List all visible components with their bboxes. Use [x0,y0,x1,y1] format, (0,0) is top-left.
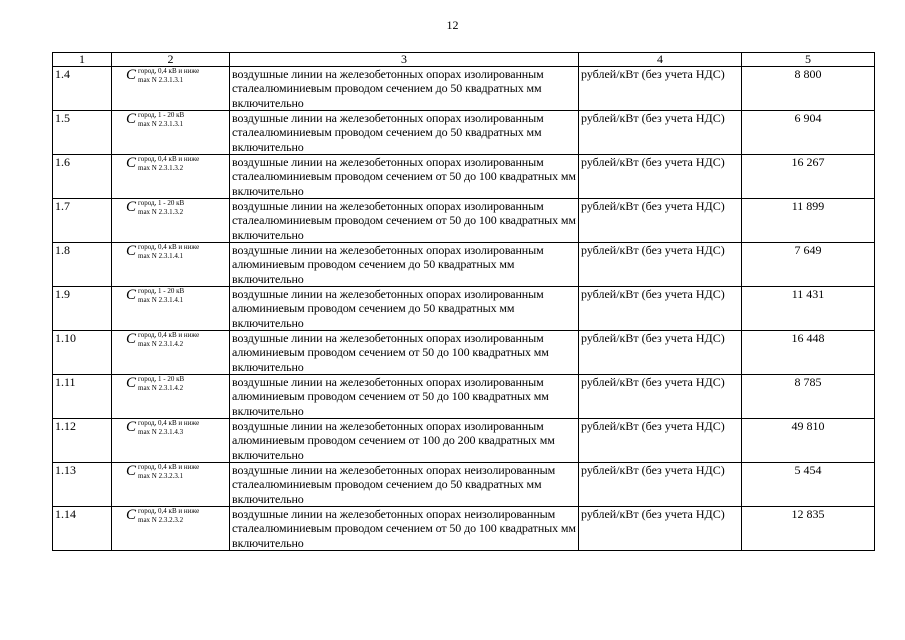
formula-cell [112,111,230,155]
row-number: 1.5 [53,111,112,155]
formula-cell [112,243,230,287]
value-cell: 12 835 [742,507,875,551]
formula-symbol: C [126,67,137,83]
formula-superscript: город, 0,4 кВ и ниже [138,507,200,515]
formula-cell [112,67,230,111]
description-cell: воздушные линии на железобетонных опорах изолированным алюминиевым проводом сечением от 50 до 100 квадратных мм включительно [230,375,579,419]
formula-superscript: город, 0,4 кВ и ниже [138,155,200,163]
value-cell: 8 800 [742,67,875,111]
formula-superscript: город, 0,4 кВ и ниже [138,419,200,427]
page-number: 12 [446,18,459,32]
row-number: 1.10 [53,331,112,375]
formula-symbol: C [126,243,137,259]
unit-cell: рублей/кВт (без учета НДС) [579,463,742,507]
formula-symbol: C [126,199,137,215]
unit-cell: рублей/кВт (без учета НДС) [579,243,742,287]
unit-cell: рублей/кВт (без учета НДС) [579,507,742,551]
formula-subscript: max N 2.3.1.4.1 [138,252,184,260]
value-cell: 7 649 [742,243,875,287]
formula-superscript: город, 0,4 кВ и ниже [138,67,200,75]
table-row [53,111,875,155]
formula-superscript: город, 1 - 20 кВ [138,287,185,295]
formula-cell [112,155,230,199]
formula-symbol: C [126,463,137,479]
column-header: 5 [742,53,875,67]
value-cell: 49 810 [742,419,875,463]
description-cell: воздушные линии на железобетонных опорах изолированным алюминиевым проводом сечением от 50 до 100 квадратных мм включительно [230,331,579,375]
formula-superscript: город, 0,4 кВ и ниже [138,331,200,339]
table-header-row [53,53,875,67]
unit-cell: рублей/кВт (без учета НДС) [579,67,742,111]
description-cell: воздушные линии на железобетонных опорах изолированным сталеалюминиевым проводом сечением до 50 квадратных мм включительно [230,67,579,111]
formula-subscript: max N 2.3.1.4.2 [138,384,184,392]
value-cell: 5 454 [742,463,875,507]
column-header: 1 [53,53,112,67]
unit-cell: рублей/кВт (без учета НДС) [579,419,742,463]
unit-cell: рублей/кВт (без учета НДС) [579,111,742,155]
formula-superscript: город, 1 - 20 кВ [138,111,185,119]
formula-subscript: max N 2.3.1.3.1 [138,76,184,84]
formula-symbol: C [126,287,137,303]
unit-cell: рублей/кВт (без учета НДС) [579,155,742,199]
table-row [53,155,875,199]
formula-cell [112,419,230,463]
formula-subscript: max N 2.3.1.3.2 [138,164,184,172]
table-row [53,287,875,331]
formula-symbol: C [126,419,137,435]
description-cell: воздушные линии на железобетонных опорах изолированным алюминиевым проводом сечением до 50 квадратных мм включительно [230,287,579,331]
formula-superscript: город, 0,4 кВ и ниже [138,243,200,251]
table-body [53,67,875,551]
formula-subscript: max N 2.3.1.4.2 [138,340,184,348]
description-cell: воздушные линии на железобетонных опорах неизолированным сталеалюминиевым проводом сечением до 50 квадратных мм включительно [230,463,579,507]
value-cell: 11 899 [742,199,875,243]
table-row [53,375,875,419]
formula-subscript: max N 2.3.1.4.1 [138,296,184,304]
formula-cell [112,331,230,375]
formula-subscript: max N 2.3.2.3.1 [138,472,184,480]
value-cell: 16 267 [742,155,875,199]
formula-subscript: max N 2.3.1.3.1 [138,120,184,128]
table-row [53,199,875,243]
row-number: 1.6 [53,155,112,199]
formula-cell [112,199,230,243]
table-row [53,507,875,551]
row-number: 1.13 [53,463,112,507]
row-number: 1.7 [53,199,112,243]
formula-symbol: C [126,111,137,127]
unit-cell: рублей/кВт (без учета НДС) [579,375,742,419]
table-row [53,463,875,507]
description-cell: воздушные линии на железобетонных опорах изолированным сталеалюминиевым проводом сечением до 50 квадратных мм включительно [230,111,579,155]
tariff-table [52,52,875,551]
description-cell: воздушные линии на железобетонных опорах изолированным алюминиевым проводом сечением до 50 квадратных мм включительно [230,243,579,287]
column-header: 2 [112,53,230,67]
value-cell: 11 431 [742,287,875,331]
row-number: 1.4 [53,67,112,111]
formula-symbol: C [126,507,137,523]
row-number: 1.12 [53,419,112,463]
description-cell: воздушные линии на железобетонных опорах неизолированным сталеалюминиевым проводом сечением от 50 до 100 квадратных мм включительно [230,507,579,551]
description-cell: воздушные линии на железобетонных опорах изолированным алюминиевым проводом сечением от 100 до 200 квадратных мм включительно [230,419,579,463]
formula-subscript: max N 2.3.2.3.2 [138,516,184,524]
formula-symbol: C [126,375,137,391]
formula-symbol: C [126,331,137,347]
formula-superscript: город, 0,4 кВ и ниже [138,463,200,471]
formula-cell [112,507,230,551]
formula-cell [112,463,230,507]
row-number: 1.9 [53,287,112,331]
formula-subscript: max N 2.3.1.4.3 [138,428,184,436]
value-cell: 16 448 [742,331,875,375]
formula-superscript: город, 1 - 20 кВ [138,199,185,207]
table-row [53,243,875,287]
formula-superscript: город, 1 - 20 кВ [138,375,185,383]
row-number: 1.11 [53,375,112,419]
unit-cell: рублей/кВт (без учета НДС) [579,199,742,243]
formula-subscript: max N 2.3.1.3.2 [138,208,184,216]
formula-cell [112,287,230,331]
column-header: 4 [579,53,742,67]
formula-symbol: C [126,155,137,171]
value-cell: 6 904 [742,111,875,155]
description-cell: воздушные линии на железобетонных опорах изолированным сталеалюминиевым проводом сечением от 50 до 100 квадратных мм включительно [230,199,579,243]
row-number: 1.14 [53,507,112,551]
unit-cell: рублей/кВт (без учета НДС) [579,287,742,331]
column-header: 3 [230,53,579,67]
formula-cell [112,375,230,419]
unit-cell: рублей/кВт (без учета НДС) [579,331,742,375]
table-row [53,67,875,111]
value-cell: 8 785 [742,375,875,419]
table-row [53,331,875,375]
row-number: 1.8 [53,243,112,287]
table-row [53,419,875,463]
description-cell: воздушные линии на железобетонных опорах изолированным сталеалюминиевым проводом сечением от 50 до 100 квадратных мм включительно [230,155,579,199]
